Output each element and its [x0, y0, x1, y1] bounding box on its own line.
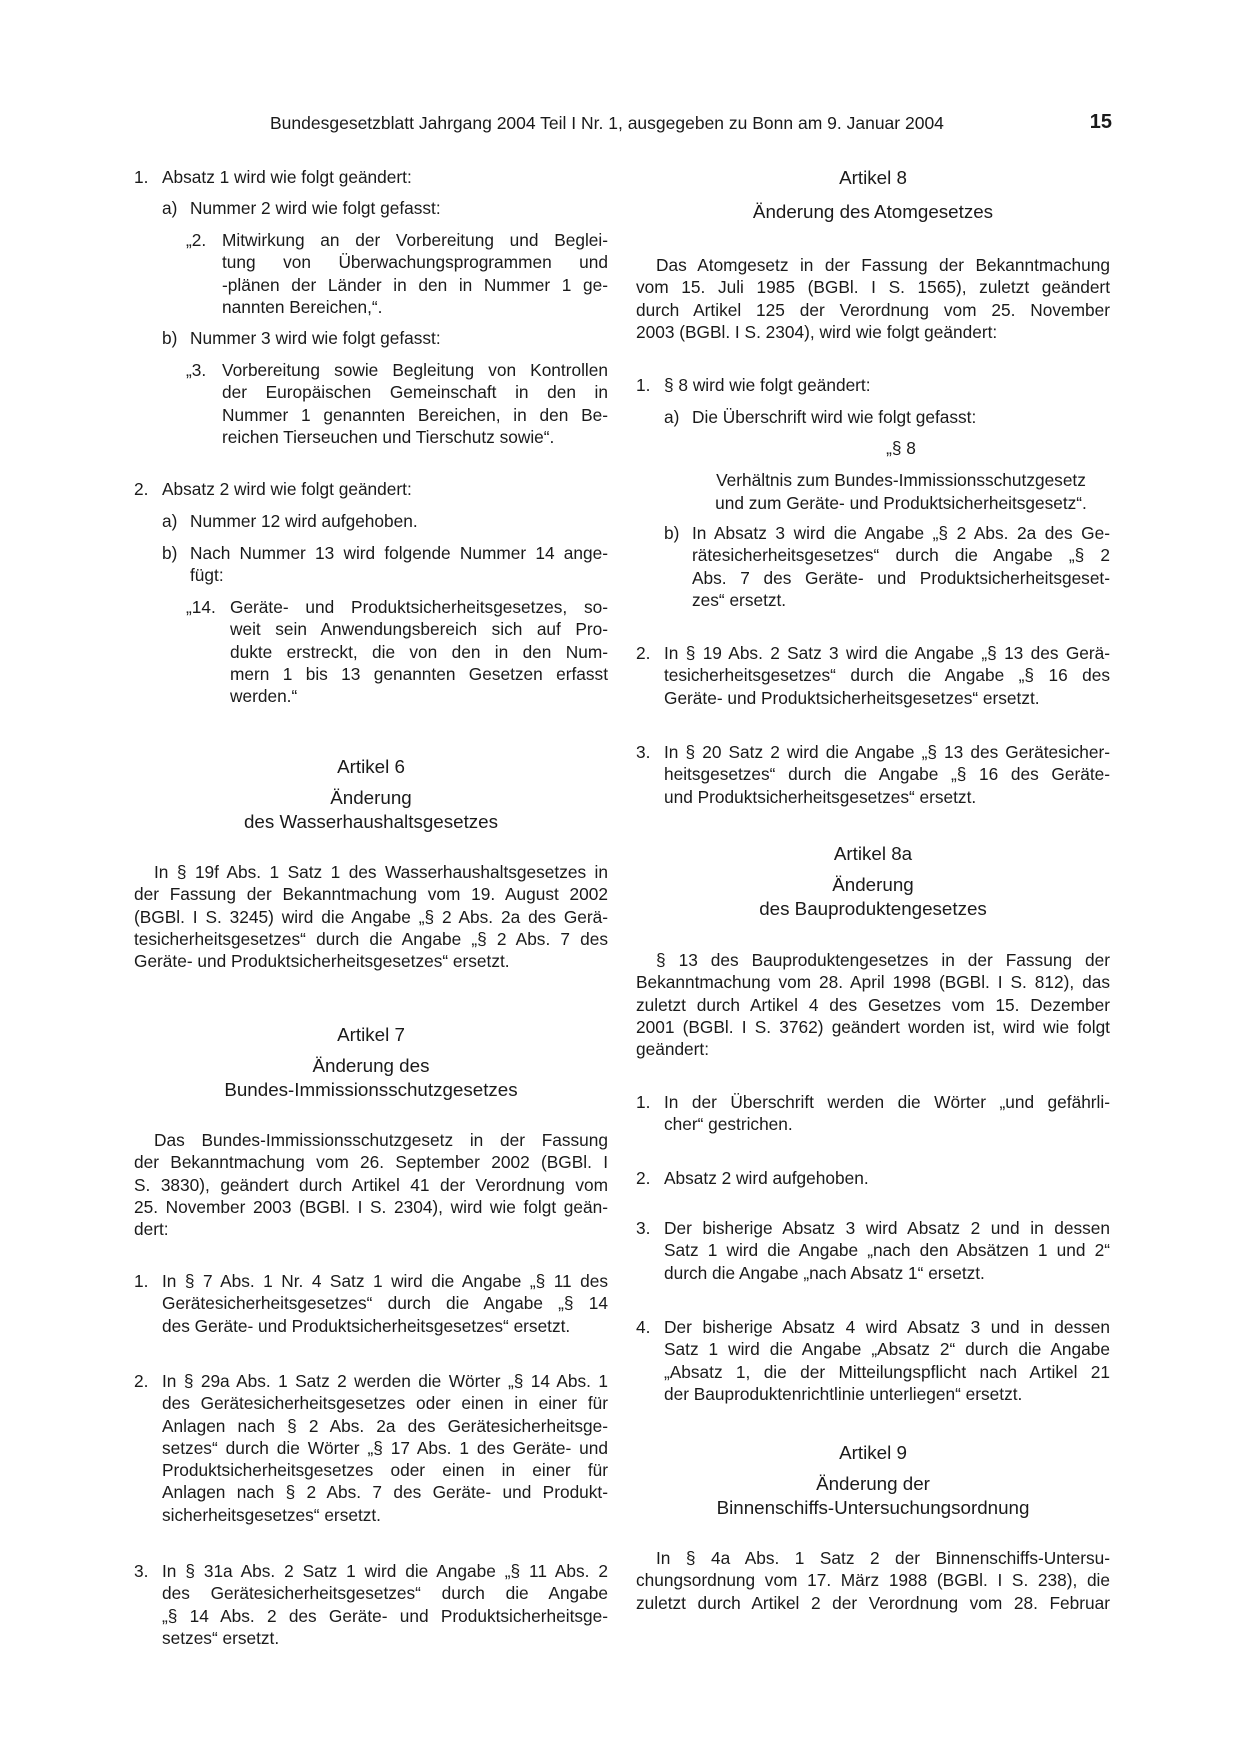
text-line: Der bisherige Absatz 4 wird Absatz 3 und in dessen	[664, 1317, 1110, 1337]
text-line: reichen Tierseuchen und Tierschutz sowie“.	[222, 426, 555, 447]
item-text: Absatz 1 wird wie folgt geändert:	[162, 167, 412, 187]
list-item	[664, 522, 1110, 611]
text-line: tesicherheitsgesetzes“ durch die Angabe „§ 2 Abs. 7 des	[134, 928, 608, 949]
text-line: der Europäischen Gemeinschaft in den in	[222, 382, 608, 403]
paragraph	[636, 254, 1110, 343]
text-line: In § 20 Satz 2 wird die Angabe „§ 13 des Gerätesicher-	[664, 742, 1110, 762]
item-number: 1.	[134, 167, 149, 187]
article-subtitle: Änderung des	[312, 1055, 430, 1076]
item-number: 2.	[134, 1371, 149, 1391]
article-subtitle: Änderung des Atomgesetzes	[752, 201, 994, 222]
text-line: Der bisherige Absatz 3 wird Absatz 2 und in dessen	[664, 1218, 1110, 1238]
list-item	[664, 406, 1110, 428]
list-item	[636, 1316, 1110, 1405]
text-line: Nummer 1 genannten Bereichen, in den Be-	[222, 404, 608, 425]
item-number: 1.	[636, 375, 651, 395]
list-item	[636, 1091, 1110, 1136]
text-line: fügt:	[190, 565, 224, 586]
quoted-item	[186, 596, 608, 707]
article-title: Artikel 8a	[833, 843, 913, 864]
item-text: § 8 wird wie folgt geändert:	[664, 375, 871, 395]
running-header: Bundesgesetzblatt Jahrgang 2004 Teil I Nr. 1, ausgegeben zu Bonn am 9. Januar 2004	[270, 113, 944, 133]
text-line: des Gerätesicherheitsgesetzes“ durch die Angabe	[162, 1583, 608, 1604]
text-line: zuletzt durch Artikel 4 des Gesetzes vom 15. Dezember	[636, 994, 1110, 1015]
text-line: der Bauproduktenrichtlinie unterliegen“ ersetzt.	[664, 1383, 1023, 1404]
text-line: setzes“ ersetzt.	[162, 1627, 280, 1648]
item-number: „2.	[186, 230, 207, 250]
text-line: sicherheitsgesetzes“ ersetzt.	[162, 1504, 381, 1525]
article-heading	[134, 755, 608, 834]
text-line: Verhältnis zum Bundes-Immissionsschutzgesetz	[716, 470, 1086, 491]
list-item	[636, 374, 1110, 396]
text-line: 2003 (BGBl. I S. 2304), wird wie folgt geändert:	[636, 321, 998, 342]
list-item	[636, 741, 1110, 808]
section-sign: „§ 8	[886, 438, 916, 458]
article-title: Artikel 8	[839, 167, 907, 188]
text-line: In § 31a Abs. 2 Satz 1 wird die Angabe „§ 11 Abs. 2	[162, 1561, 608, 1581]
text-line: In Absatz 3 wird die Angabe „§ 2 Abs. 2a des Ge-	[692, 523, 1110, 543]
text-line: Geräte- und Produktsicherheitsgesetzes“ ersetzt.	[664, 687, 1040, 708]
text-line: In § 7 Abs. 1 Nr. 4 Satz 1 wird die Angabe „§ 11 des	[162, 1271, 608, 1291]
item-text: Nummer 2 wird wie folgt gefasst:	[190, 198, 441, 218]
text-line: Mitwirkung an der Vorbereitung und Beglei-	[222, 230, 608, 250]
article-title: Artikel 6	[337, 756, 405, 777]
text-line: mern 1 bis 13 genannten Gesetzen erfasst	[230, 663, 608, 684]
text-line: 2001 (BGBl. I S. 3762) geändert worden ist, wird wie folgt	[636, 1016, 1110, 1037]
item-number: a)	[162, 198, 178, 218]
article-heading	[134, 1023, 608, 1102]
text-line: des Geräte- und Produktsicherheitsgesetzes“ ersetzt.	[162, 1315, 571, 1336]
text-line: werden.“	[230, 686, 298, 707]
list-item	[162, 197, 608, 219]
item-number: 3.	[636, 742, 651, 762]
text-line: „§ 14 Abs. 2 des Geräte- und Produktsicherheitsge-	[162, 1605, 608, 1626]
text-line: der Bekanntmachung vom 26. September 2002 (BGBl. I	[134, 1152, 608, 1173]
text-line: In § 4a Abs. 1 Satz 2 der Binnenschiffs-Untersu-	[656, 1548, 1110, 1568]
item-number: b)	[664, 523, 680, 543]
item-number: 2.	[134, 479, 149, 499]
text-line: Gerätesicherheitsgesetzes“ durch die Angabe „§ 14	[162, 1293, 608, 1314]
text-line: zuletzt durch Artikel 2 der Verordnung vom 28. Februar	[636, 1592, 1110, 1613]
text-line: Das Bundes-Immissionsschutzgesetz in der Fassung	[154, 1130, 608, 1150]
text-line: (BGBl. I S. 3245) wird die Angabe „§ 2 Abs. 2a des Gerä-	[134, 906, 608, 927]
paragraph	[636, 1547, 1110, 1614]
list-item	[636, 1167, 1110, 1189]
text-line: nannten Bereichen,“.	[222, 296, 383, 317]
text-line: durch Artikel 125 der Verordnung vom 25. November	[636, 299, 1110, 320]
article-heading	[636, 842, 1110, 921]
text-line: Geräte- und Produktsicherheitsgesetzes“ ersetzt.	[134, 951, 510, 972]
list-item	[134, 166, 608, 188]
text-line: Produktsicherheitsgesetzes oder einen in einer für	[162, 1460, 608, 1481]
text-line: und zum Geräte- und Produktsicherheitsgesetz“.	[715, 492, 1087, 513]
text-line: In der Überschrift werden die Wörter „und gefährli-	[664, 1092, 1110, 1112]
list-item	[134, 478, 608, 500]
page-number: 15	[1089, 111, 1112, 133]
text-line: und Produktsicherheitsgesetzes“ ersetzt.	[664, 786, 977, 807]
item-text: Nummer 3 wird wie folgt gefasst:	[190, 328, 441, 348]
item-number: b)	[162, 328, 178, 348]
list-item	[162, 542, 608, 587]
text-line: tesicherheitsgesetzes“ durch die Angabe „§ 16 des	[664, 665, 1110, 686]
list-item	[162, 510, 608, 532]
list-item	[636, 1217, 1110, 1284]
item-text: Die Überschrift wird wie folgt gefasst:	[692, 407, 977, 427]
article-subtitle: Bundes-Immissionsschutzgesetzes	[224, 1079, 518, 1100]
text-line: tung von Überwachungsprogrammen und	[222, 252, 608, 273]
paragraph	[134, 1129, 608, 1240]
item-number: b)	[162, 543, 178, 563]
text-line: Das Atomgesetz in der Fassung der Bekanntmachung	[656, 255, 1110, 275]
text-line: der Fassung der Bekanntmachung vom 19. August 2002	[134, 884, 608, 905]
text-line: 25. November 2003 (BGBl. I S. 2304), wird wie folgt geän-	[134, 1196, 608, 1217]
item-number: 1.	[636, 1092, 651, 1112]
list-item	[134, 1370, 608, 1526]
item-number: 1.	[134, 1271, 149, 1291]
item-number: 2.	[636, 643, 651, 663]
text-line: chungsordnung vom 17. März 1988 (BGBl. I S. 238), die	[636, 1570, 1110, 1591]
article-subtitle: Änderung der	[816, 1473, 930, 1494]
item-number: 3.	[636, 1218, 651, 1238]
article-subtitle: Änderung	[330, 787, 412, 808]
text-line: durch die Angabe „nach Absatz 1“ ersetzt.	[664, 1262, 985, 1283]
quoted-item	[186, 359, 608, 448]
item-number: „3.	[186, 360, 207, 380]
quoted-heading	[692, 437, 1110, 514]
article-subtitle: Änderung	[832, 874, 914, 895]
text-line: dert:	[134, 1219, 169, 1240]
text-line: In § 19f Abs. 1 Satz 1 des Wasserhaushaltsgesetzes in	[154, 862, 608, 882]
item-text: Absatz 2 wird wie folgt geändert:	[162, 479, 412, 499]
text-line: setzes“ durch die Wörter „§ 17 Abs. 1 des Geräte- und	[162, 1437, 608, 1458]
article-heading	[636, 1441, 1110, 1520]
text-line: S. 3830), geändert durch Artikel 41 der Verordnung vom	[134, 1174, 608, 1195]
list-item	[162, 327, 608, 349]
text-line: Nach Nummer 13 wird folgende Nummer 14 ange-	[190, 543, 608, 563]
item-number: „14.	[186, 597, 216, 617]
item-number: 2.	[636, 1168, 651, 1188]
item-text: Absatz 2 wird aufgehoben.	[664, 1168, 869, 1188]
paragraph	[134, 861, 608, 972]
text-line: geändert:	[636, 1039, 710, 1060]
item-text: Nummer 12 wird aufgehoben.	[190, 511, 418, 531]
item-number: 4.	[636, 1317, 651, 1337]
article-title: Artikel 9	[839, 1442, 907, 1463]
text-line: Bekanntmachung vom 28. April 1998 (BGBl. I S. 812), das	[636, 972, 1110, 993]
text-line: heitsgesetzes“ durch die Angabe „§ 16 des Geräte-	[664, 764, 1110, 785]
text-line: In § 29a Abs. 1 Satz 2 werden die Wörter „§ 14 Abs. 1	[162, 1371, 608, 1391]
text-line: dukte erstreckt, die von den in den Num-	[230, 641, 608, 662]
text-line: Vorbereitung sowie Begleitung von Kontrollen	[222, 360, 608, 380]
text-line: In § 19 Abs. 2 Satz 3 wird die Angabe „§ 13 des Gerä-	[664, 643, 1110, 663]
text-line: zes“ ersetzt.	[692, 589, 787, 610]
item-number: 3.	[134, 1561, 149, 1581]
text-line: rätesicherheitsgesetzes“ durch die Angabe „§ 2	[692, 545, 1110, 566]
article-title: Artikel 7	[337, 1024, 405, 1045]
text-line: des Gerätesicherheitsgesetzes oder einen in einer für	[162, 1393, 608, 1414]
text-line: § 13 des Bauproduktengesetzes in der Fassung der	[656, 950, 1110, 970]
text-line: vom 15. Juli 1985 (BGBl. I S. 1565), zuletzt geändert	[636, 277, 1110, 298]
article-subtitle: Binnenschiffs-Untersuchungsordnung	[716, 1497, 1030, 1518]
text-line: Satz 1 wird die Angabe „Absatz 2“ durch die Angabe	[664, 1339, 1110, 1360]
quoted-item	[186, 229, 608, 318]
text-line: Anlagen nach § 2 Abs. 2a des Gerätesicherheitsge-	[162, 1415, 608, 1436]
item-number: a)	[664, 407, 680, 427]
list-item	[636, 642, 1110, 709]
text-line: „Absatz 1, die der Mitteilungspflicht nach Artikel 21	[664, 1361, 1110, 1382]
text-line: Geräte- und Produktsicherheitsgesetzes, so-	[230, 597, 608, 617]
text-line: Abs. 7 des Geräte- und Produktsicherheitsgeset-	[692, 567, 1110, 588]
article-heading	[636, 166, 1110, 224]
text-line: Anlagen nach § 2 Abs. 7 des Geräte- und Produkt-	[162, 1482, 608, 1503]
item-number: a)	[162, 511, 178, 531]
list-item	[134, 1560, 608, 1649]
text-line: Satz 1 wird die Angabe „nach den Absätzen 1 und 2“	[664, 1240, 1110, 1261]
text-line: weit sein Anwendungsbereich sich auf Pro-	[230, 619, 608, 640]
article-subtitle: des Bauproduktengesetzes	[759, 898, 987, 919]
text-line: cher“ gestrichen.	[664, 1114, 793, 1135]
article-subtitle: des Wasserhaushaltsgesetzes	[243, 811, 499, 832]
text-line: -plänen der Länder in den in Nummer 1 ge-	[222, 274, 608, 295]
list-item	[134, 1270, 608, 1337]
paragraph	[636, 949, 1110, 1060]
